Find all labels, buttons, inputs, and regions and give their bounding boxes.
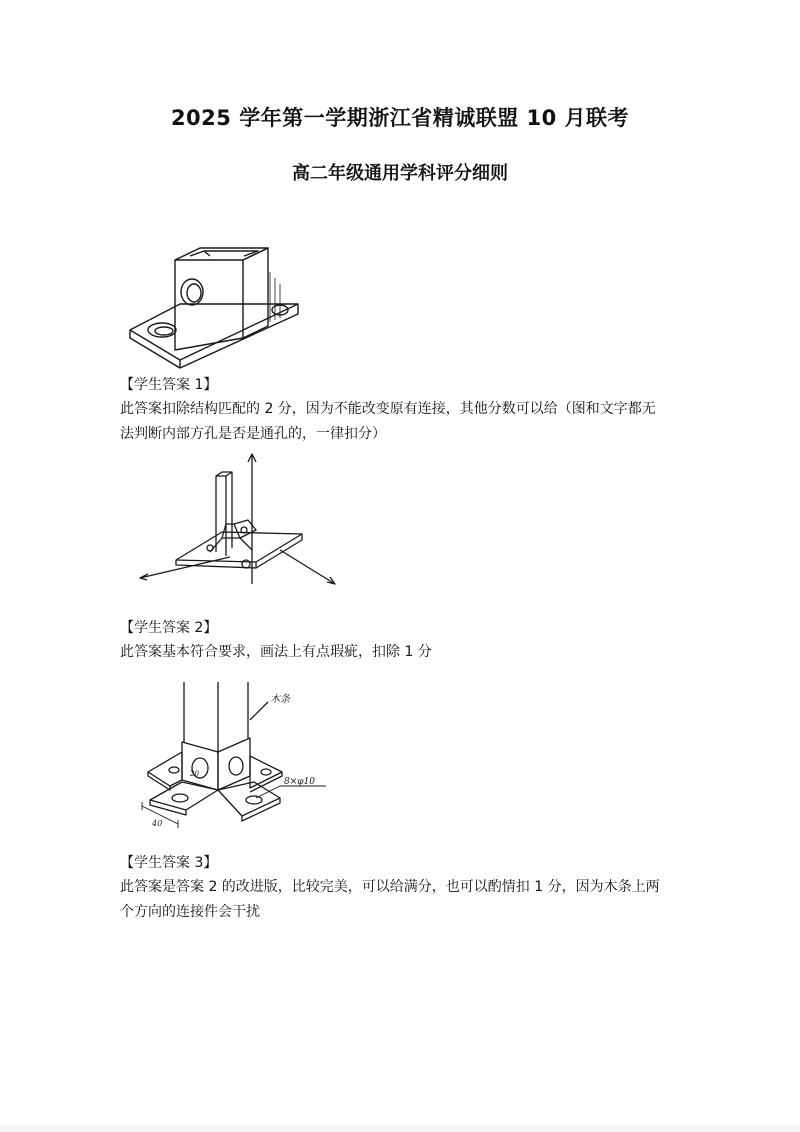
- answer-2-label: 【学生答案 2】: [120, 620, 218, 636]
- answer-2-sketch: [130, 452, 350, 592]
- document-title: 2025 学年第一学期浙江省精诚联盟 10 月联考: [170, 106, 630, 130]
- page-bottom-edge: [0, 1126, 800, 1132]
- dimension-b: 20: [190, 770, 199, 778]
- hole-spec: 8×φ10: [284, 777, 316, 787]
- wood-label: 木条: [270, 694, 290, 705]
- answer-3-label: 【学生答案 3】: [120, 855, 218, 871]
- answer-2-comment: [120, 640, 700, 665]
- dimension-a: 40: [152, 819, 163, 828]
- answer-1-comment: [120, 397, 700, 447]
- answer-3-comment-line: 个方向的连接件会干扰: [120, 904, 260, 920]
- answer-1-comment-line: 法判断内部方孔是否是通孔的，一律扣分）: [120, 426, 386, 442]
- answer-1-comment-line: 此答案扣除结构匹配的 2 分，因为不能改变原有连接，其他分数可以给（图和文字都无: [120, 401, 656, 417]
- answer-2-comment-line: 此答案基本符合要求，画法上有点瑕疵，扣除 1 分: [120, 644, 432, 660]
- answer-3-comment-line: 此答案是答案 2 的改进版，比较完美，可以给满分，也可以酌情扣 1 分，因为木条上两: [120, 879, 660, 895]
- answer-3-comment: [120, 875, 700, 925]
- answer-3-sketch: [130, 680, 360, 830]
- answer-1-label: 【学生答案 1】: [120, 377, 218, 393]
- answer-1-sketch: [120, 242, 310, 372]
- document-subtitle: 高二年级通用学科评分细则: [292, 163, 508, 184]
